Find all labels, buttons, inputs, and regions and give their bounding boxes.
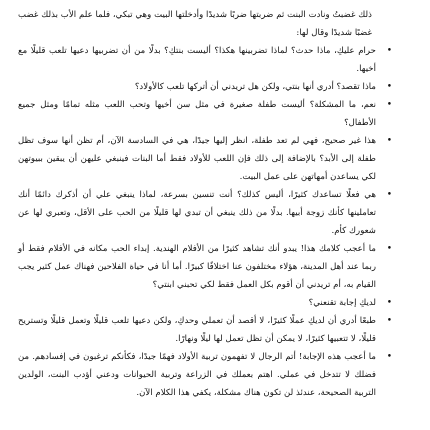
bullet-icon: •	[386, 316, 392, 326]
item-text: ما أعجب كلامك هذا! يبدو أنك تشاهد كثيرًا من الأفلام الهندية. إبداء الحب مكانه في الأفلام فقط أو ربما عند أهل المدينة، هؤلاء مختلفون عنا اختلافًا كبيرًا. أما أنا في حياة الفلاحين فهناك عمل كثير يجب القيام به، أم تريدني أن أقوم بكل العمل فقط لكي تحبني ابنتي؟	[18, 244, 376, 290]
intro-paragraph: ذلك غضبتُ ونادت البنت ثم ضربتها ضربًا شديدًا وأدخلتها البيت وهي تبكي، فلما علم الأب بذلك غضب غضبًا شديدًا وقال لها:	[18, 10, 372, 38]
bullet-icon: •	[386, 82, 392, 92]
list-item	[18, 186, 416, 240]
bullet-icon: •	[386, 298, 392, 308]
list-item	[18, 96, 416, 132]
item-text: هذا غير صحيح، فهي لم تعد طفلة، انظر إليها جيدًا، هي في السادسة الآن، أم تظن أنها سوف تظل طفلة إلى الأبد؟ بالإضافة إلى ذلك فإن اللعب للأولاد فقط أما البنات فينبغي عليهن أن يبقين ببيوتهن لكي يساعدن أمهاتهن على عمل البيت.	[18, 136, 376, 182]
bullet-icon: •	[386, 244, 392, 254]
list-item	[18, 240, 416, 294]
item-text: لديكِ إجابة تقنعني؟	[308, 298, 376, 308]
list-item	[18, 348, 416, 402]
item-text: طبعًا أدري أن لديكِ عملًا كثيرًا، لا أقصد أن تعملي وحدكِ، ولكن دعيها تلعب قليلًا وتعمل قليلًا وتستريح قليلًا، لا تتعبيها كثيرًا، لا يمكن أن تظل تعمل لها ليلًا ونهارًا.	[18, 316, 376, 344]
item-text: هي فعلًا تساعدك كثيرًا، أليس كذلك؟ أنت تنسين بسرعة، لماذا ينبغي علي أن أذكرك دائمًا أنك تعاملينها كأنك زوجة أبيها. بدلًا من ذلك ينبغي أن تبدي لها قليلًا من الحب على الأقل، وتعبري لها عن شعورك كأم.	[18, 190, 376, 236]
bullet-icon: •	[386, 100, 392, 110]
bullet-icon: •	[386, 190, 392, 200]
list-item	[18, 312, 416, 348]
list-item	[18, 78, 416, 96]
list-item	[18, 132, 416, 186]
item-text: حرام عليكِ، ماذا حدث؟ لماذا تضربينها هكذا؟ أليست بنتكِ؟ بدلًا من أن تضربيها دعيها تلعب قليلًا مع أخيها.	[18, 46, 376, 74]
item-text: ماذا تقصد؟ أدري أنها بنتي، ولكن هل تريدني أن أتركها تلعب كالأولاد؟	[134, 82, 376, 92]
bullet-icon: •	[386, 136, 392, 146]
item-text: نعم، ما المشكلة؟ أليست طفلة صغيرة في مثل سن أخيها وتحب اللعب مثله تمامًا ومثل جميع الأطفال؟	[18, 100, 376, 128]
list-item	[18, 294, 416, 312]
bullet-icon: •	[386, 46, 392, 56]
item-text: ما أعجب هذه الإجابة! أتم الرجال لا تفهمون تربية الأولاد فهمًا جيدًا، فكأنكم ترغبون في إفسادهم. من فضلك لا تتدخل في عملي. اهتم بعملك في الزراعة وتربية الحيوانات ودعني أؤدب البنت، الولدين التربية الصحيحة، عندئذ لن تكون هناك مشكلة، يكفي هذا الكلام الآن.	[18, 352, 376, 398]
bullet-icon: •	[386, 352, 392, 362]
list-item	[18, 42, 416, 78]
